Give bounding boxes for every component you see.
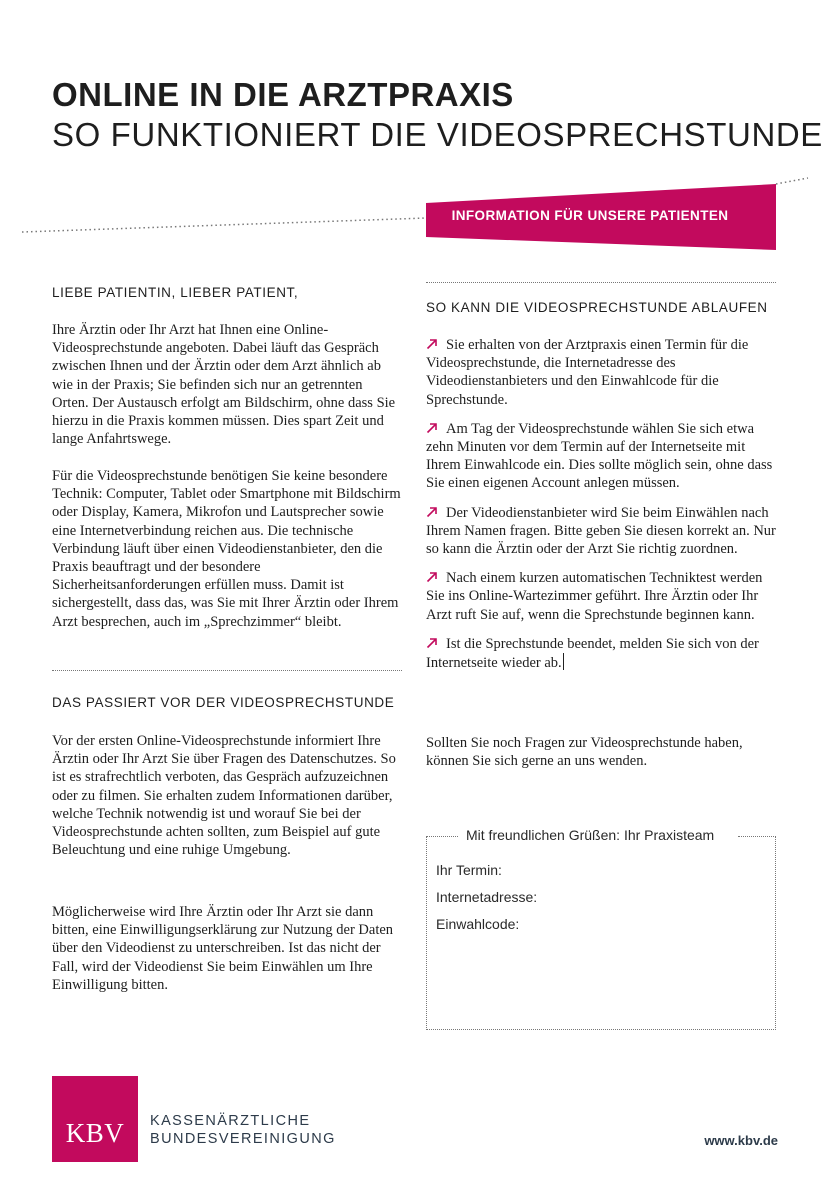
list-item: [426, 336, 776, 409]
intro-paragraph: Ihre Ärztin oder Ihr Arzt hat Ihnen eine Online-Videosprechstunde angeboten. Dabei läuft das Gespräch zwischen Ihnen und der Ärztin oder dem Arzt ähnlich ab wie in der Praxis; Sie befinden sich nur an getrennten Orten. Der Austausch erfolgt am Bildschirm, ohne dass Sie hierzu in die Praxis kommen müssen. Dies spart Zeit und lange Anfahrtswege.: [52, 322, 396, 448]
steps-list: [426, 336, 776, 683]
before-heading: DAS PASSIERT VOR DER VIDEOSPRECHSTUNDE: [52, 695, 395, 710]
text-cursor: [563, 653, 564, 670]
website-link[interactable]: www.kbv.de: [704, 1133, 778, 1148]
privacy-paragraph: Vor der ersten Online-Videosprechstunde informiert Ihre Ärztin oder Ihr Arzt Sie über Fragen des Datenschutzes. So ist es strafrechtlich verboten, das Gespräch aufzuzeichnen oder zu filmen. Sie erhalten zudem Informationen darüber, welche Technik notwendig ist und worauf Sie bei der Videosprechstunde achten sollten, zum Beispiel auf gute Beleuchtung und eine ruhige Umgebung.: [52, 733, 396, 859]
arrow-up-right-icon: [426, 571, 438, 583]
list-item: [426, 569, 776, 624]
consent-paragraph: Möglicherweise wird Ihre Ärztin oder Ihr Arzt sie dann bitten, eine Einwilligungserklärung zur Nutzung der Daten über den Videodienst zu unterschreiben. Ist das nicht der Fall, wird der Videodienst Sie beim Einwählen um Ihre Einwilligung bitten.: [52, 904, 394, 993]
arrow-up-right-icon: [426, 422, 438, 434]
list-item: [426, 504, 776, 559]
section-divider: [52, 670, 402, 671]
arrow-up-right-icon: [426, 506, 438, 518]
list-item: [426, 635, 776, 672]
logo-letters: KBV: [65, 1118, 125, 1148]
organization-name-line1: KASSENÄRZTLICHE: [150, 1113, 311, 1129]
step-text: Am Tag der Videosprechstunde wählen Sie sich etwa zehn Minuten vor dem Termin auf der Internetseite mit Ihrem Einwahlcode ein. Dies sollte möglich sein, ohne dass Sie einen eigenen Account anlegen müssen.: [426, 420, 773, 492]
step-text: Sie erhalten von der Arztpraxis einen Termin für die Videosprechstunde, die Internetadresse des Videodienstanbieters und den Einwahlcode für die Sprechstunde.: [426, 337, 749, 408]
banner-label: INFORMATION FÜR UNSERE PATIENTEN: [451, 208, 729, 223]
step-text: Nach einem kurzen automatischen Techniktest werden Sie ins Online-Wartezimmer geführt. Ihre Ärztin oder Ihr Arzt ruft Sie auf, wenn die Sprechstunde beginnen kann.: [426, 570, 763, 623]
page-subtitle: SO FUNKTIONIERT DIE VIDEOSPRECHSTUNDE: [52, 116, 823, 153]
step-text: Ist die Sprechstunde beendet, melden Sie sich von der Internetseite wieder ab.: [426, 635, 759, 672]
list-item: [426, 420, 776, 493]
closing-paragraph: Sollten Sie noch Fragen zur Videosprechstunde haben, können Sie sich gerne an uns wenden.: [426, 735, 743, 770]
greeting-heading: LIEBE PATIENTIN, LIEBER PATIENT,: [52, 285, 299, 300]
arrow-up-right-icon: [426, 637, 438, 649]
process-heading: SO KANN DIE VIDEOSPRECHSTUNDE ABLAUFEN: [426, 300, 768, 315]
section-divider: [426, 282, 776, 283]
technology-paragraph: Für die Videosprechstunde benötigen Sie keine besondere Technik: Computer, Tablet oder Smartphone mit Bildschirm oder Display, Kamera, Mikrofon und Lautsprecher sowie eine Internetverbindung reichen aus. Die technische Verbindung läuft über einen Videodienstanbieter, den die Praxis beauftragt und der besondere Sicherheitsanforderungen erfüllen muss. Damit ist sichergestellt, dass das, was Sie mit Ihrer Ärztin oder Ihrem Arzt besprechen, auch im „Sprechzimmer“ bleibt.: [52, 468, 401, 630]
step-text: Der Videodienstanbieter wird Sie beim Einwählen nach Ihrem Namen fragen. Bitte geben Sie diesen korrekt an. Nur so kann die Ärztin oder der Arzt Sie richtig zuordnen.: [426, 504, 776, 558]
appointment-label: Ihr Termin:: [436, 862, 502, 878]
organization-name-line2: BUNDESVEREINIGUNG: [150, 1131, 336, 1147]
code-label: Einwahlcode:: [436, 916, 520, 932]
box-top-border-left: [426, 836, 458, 837]
url-label: Internetadresse:: [436, 889, 538, 905]
box-top-border-right: [738, 836, 776, 837]
box-greeting: Mit freundlichen Grüßen: Ihr Praxisteam: [466, 827, 715, 843]
page-title: ONLINE IN DIE ARZTPRAXIS: [52, 76, 514, 113]
arrow-up-right-icon: [426, 338, 438, 350]
